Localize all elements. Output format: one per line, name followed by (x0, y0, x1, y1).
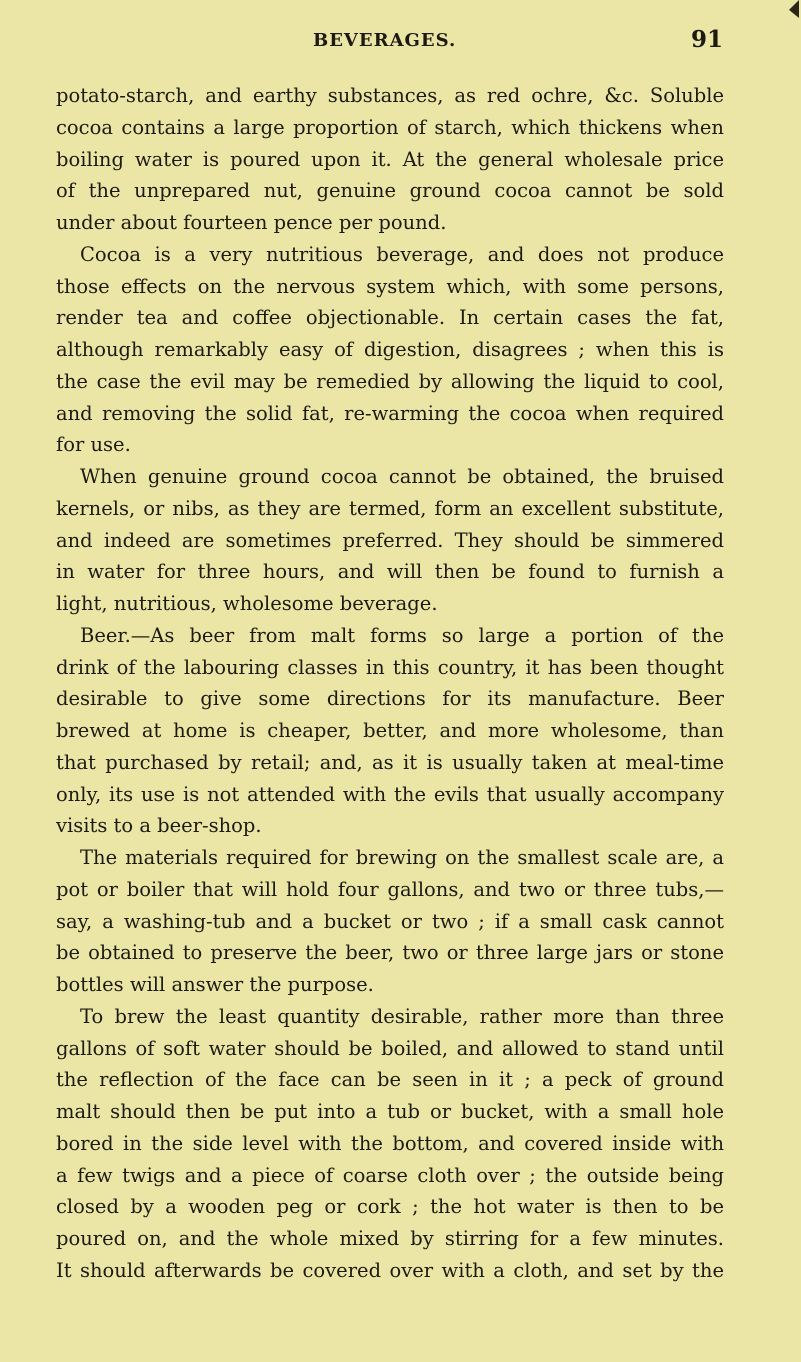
body-text (56, 80, 724, 1287)
text-line: although remarkably easy of digestion, disagrees ; when this is (56, 338, 724, 361)
page-number: 91 (690, 26, 723, 53)
text-line: render tea and coffee objectionable. In certain cases the fat, (56, 306, 724, 330)
text-line: gallons of soft water should be boiled, and allowed to stand until (56, 1036, 724, 1060)
text-line: a few twigs and a piece of coarse cloth over ; the outside being (56, 1163, 724, 1187)
running-head: BEVERAGES. (313, 30, 457, 51)
text-line: potato-starch, and earthy substances, as red ochre, &c. Soluble (56, 84, 724, 107)
text-line: of the unprepared nut, genuine ground cocoa cannot be sold (56, 179, 724, 203)
text-line: closed by a wooden peg or cork ; the hot water is then to be (56, 1195, 724, 1219)
text-line: Beer.—As beer from malt forms so large a portion of the (80, 623, 724, 647)
text-line: cocoa contains a large proportion of starch, which thickens when (56, 115, 724, 139)
text-line: and indeed are sometimes preferred. They should be simmered (56, 528, 724, 552)
text-line: When genuine ground cocoa cannot be obtained, the bruised (80, 465, 724, 488)
text-line: kernels, or nibs, as they are termed, form an excellent substitute, (56, 496, 724, 520)
text-line: To brew the least quantity desirable, rather more than three (80, 1004, 724, 1028)
text-line: brewed at home is cheaper, better, and more wholesome, than (56, 719, 724, 742)
text-line: for use. (56, 433, 131, 457)
text-line: the case the evil may be remedied by allowing the liquid to cool, (56, 369, 724, 393)
text-line: poured on, and the whole mixed by stirring for a few minutes. (56, 1227, 724, 1250)
text-line: bottles will answer the purpose. (56, 973, 374, 996)
text-line: boiling water is poured upon it. At the general wholesale price (56, 147, 724, 171)
text-line: that purchased by retail; and, as it is usually taken at meal-time (56, 750, 724, 774)
corner-mark-icon (789, 0, 799, 18)
text-line: be obtained to preserve the beer, two or three large jars or stone (56, 941, 724, 965)
text-line: desirable to give some directions for its manufacture. Beer (56, 687, 724, 711)
text-line: the reflection of the face can be seen in it ; a peck of ground (56, 1068, 724, 1092)
text-line: visits to a beer-shop. (56, 814, 262, 838)
page-header (313, 26, 723, 56)
text-line: and removing the solid fat, re-warming the cocoa when required (56, 401, 724, 425)
text-line: bored in the side level with the bottom, and covered inside with (56, 1131, 724, 1155)
text-line: drink of the labouring classes in this country, it has been thought (56, 655, 724, 679)
text-line: those effects on the nervous system which, with some persons, (56, 274, 724, 298)
text-line: It should afterwards be covered over with a cloth, and set by the (56, 1258, 724, 1282)
text-line: The materials required for brewing on the smallest scale are, a (80, 846, 724, 869)
text-line: under about fourteen pence per pound. (56, 211, 447, 234)
text-line: light, nutritious, wholesome beverage. (56, 592, 438, 615)
text-line: pot or boiler that will hold four gallons, and two or three tubs,— (56, 877, 724, 901)
text-line: Cocoa is a very nutritious beverage, and does not produce (80, 242, 724, 266)
text-line: in water for three hours, and will then be found to furnish a (56, 560, 724, 584)
text-line: say, a washing-tub and a bucket or two ; if a small cask cannot (56, 909, 724, 933)
text-line: malt should then be put into a tub or bucket, with a small hole (56, 1100, 724, 1123)
text-line: only, its use is not attended with the evils that usually accompany (56, 782, 724, 806)
